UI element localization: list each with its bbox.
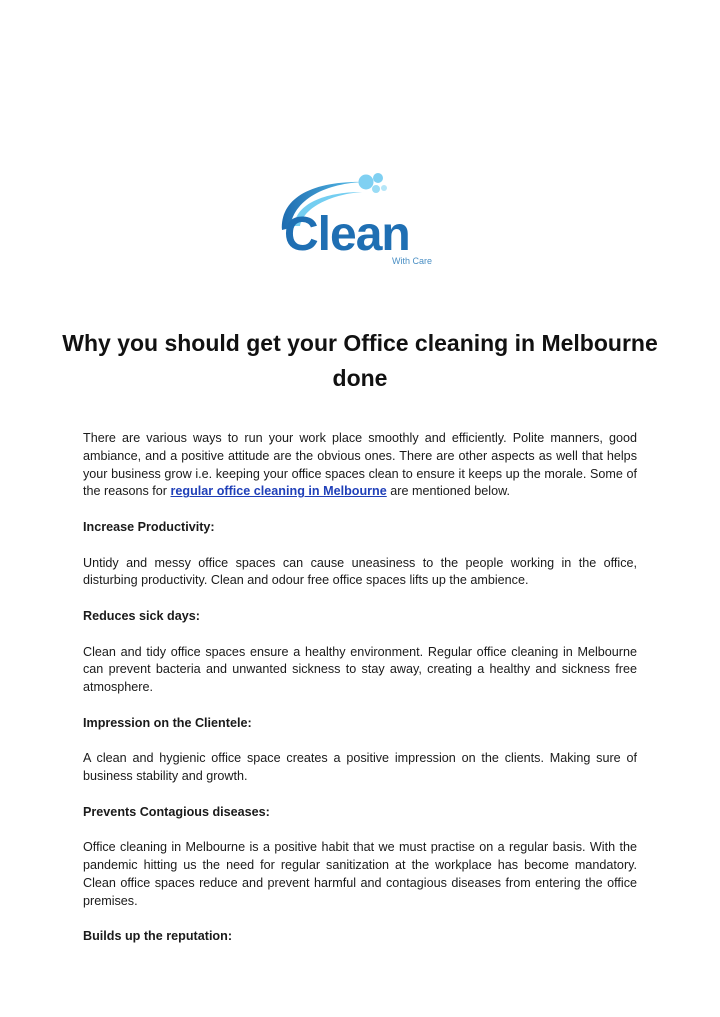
logo-bubble-large	[359, 175, 374, 190]
section-text-clientele: A clean and hygienic office space creates a positive impression on the clients. Making sure of business stability and growth.	[83, 751, 637, 784]
logo-tagline: With Care	[391, 256, 432, 266]
intro-text-end: are mentioned below.	[386, 484, 510, 499]
article-body	[83, 430, 637, 946]
section-text-productivity: Untidy and messy office spaces can cause uneasiness to the people working in the office, disturbing productivity. Clean and odour free office spaces lifts up the ambience.	[83, 555, 637, 588]
article-title: Why you should get your Office cleaning in Melbourne done	[62, 330, 658, 391]
logo-bubble-tiny	[381, 185, 387, 191]
section-heading-contagious: Prevents Contagious diseases:	[83, 804, 270, 819]
section-heading-productivity: Increase Productivity:	[83, 519, 215, 534]
section-heading-clientele: Impression on the Clientele:	[83, 715, 252, 730]
office-cleaning-link[interactable]: regular office cleaning in Melbourne	[170, 484, 387, 499]
logo-bubble-medium	[373, 173, 383, 183]
clean-logo-graphic	[272, 168, 438, 272]
section-heading-sick-days: Reduces sick days:	[83, 608, 200, 623]
intro-paragraph	[83, 430, 637, 501]
company-logo	[272, 168, 438, 272]
logo-bubble-small	[372, 185, 380, 193]
section-text-contagious: Office cleaning in Melbourne is a positive habit that we must practise on a regular basis. With the pandemic hitting us the need for regular sanitization at the workplace has become mandatory. Clean office spaces reduce and prevent harmful and contagious diseases from entering the office premises.	[83, 840, 637, 908]
intro-text-start: There are various ways to run your work place smoothly and efficiently. Polite manners, good ambiance, and a positive attitude are the obvious ones. There are other aspects as well that helps your business grow i.e. keeping your office spaces clean to ensure it keeps up the morale. Some of the reasons for	[83, 431, 637, 499]
logo-word: Clean	[284, 208, 410, 261]
section-text-sick-days: Clean and tidy office spaces ensure a healthy environment. Regular office cleaning in Melbourne can prevent bacteria and unwanted sickness to stay away, creating a healthy and sickness free atmosphere.	[83, 644, 637, 695]
section-heading-reputation: Builds up the reputation:	[83, 929, 233, 944]
